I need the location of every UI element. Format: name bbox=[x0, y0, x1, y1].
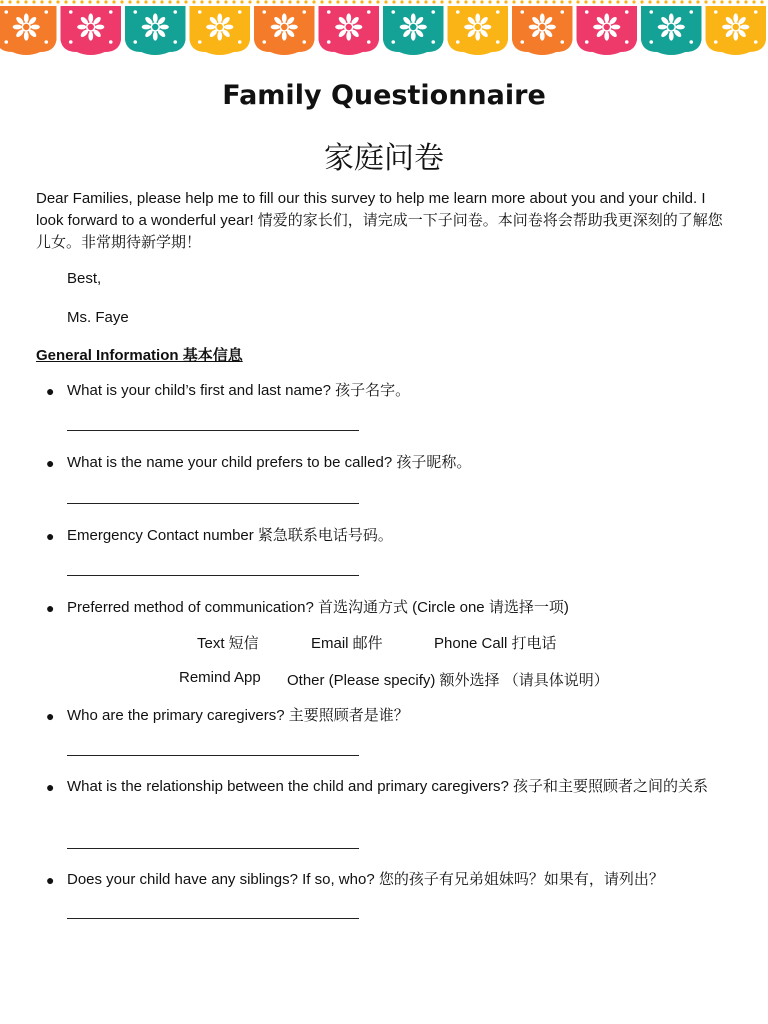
banner-dot bbox=[464, 0, 467, 3]
banner-flag bbox=[319, 6, 380, 55]
answer-line[interactable] bbox=[67, 503, 359, 504]
question-text: What is the name your child prefers to be called? 孩子昵称。 bbox=[67, 454, 472, 471]
question-text: Preferred method of communication? 首选沟通方式 (Circle one 请选择一项) bbox=[67, 599, 569, 616]
page-subtitle: 家庭问卷 bbox=[324, 141, 444, 176]
banner-dot bbox=[728, 0, 731, 3]
bullet-icon: ● bbox=[46, 528, 55, 544]
banner-dot bbox=[344, 0, 347, 3]
banner-dot bbox=[336, 0, 339, 3]
banner-dot bbox=[200, 0, 203, 3]
intro-paragraph: Dear Families, please help me to fill our this survey to help me learn more about you and your child. I look forward to a wonderful year! 情爱的家长们，请完成一下子问卷。本问卷将会帮助我更深刻的了解您儿女。非常期待新学期！ bbox=[36, 190, 723, 251]
banner-dot bbox=[664, 0, 667, 3]
banner-dot bbox=[456, 0, 459, 3]
question-item bbox=[36, 777, 736, 797]
banner-dot bbox=[168, 0, 171, 3]
banner-dot bbox=[592, 0, 595, 3]
signature-text: Ms. Faye bbox=[67, 309, 129, 326]
banner-dot bbox=[488, 0, 491, 3]
banner-dot bbox=[256, 0, 259, 3]
banner-dot bbox=[672, 0, 675, 3]
question-text: Does your child have any siblings? If so, who? 您的孩子有兄弟姐妹吗？如果有，请列出？ bbox=[67, 871, 664, 888]
banner-dot bbox=[608, 0, 611, 3]
option-email[interactable]: Email 邮件 bbox=[311, 635, 383, 652]
banner-dot bbox=[392, 0, 395, 3]
banner-dot bbox=[312, 0, 315, 3]
bullet-icon: ● bbox=[46, 872, 55, 888]
banner-string-dots bbox=[0, 0, 763, 3]
banner-flag bbox=[254, 6, 315, 55]
banner-dot bbox=[216, 0, 219, 3]
banner-dot bbox=[176, 0, 179, 3]
bullet-icon: ● bbox=[46, 779, 55, 795]
option-remind-app[interactable]: Remind App bbox=[179, 669, 261, 686]
banner-dot bbox=[144, 0, 147, 3]
question-text: What is your child’s first and last name? 孩子名字。 bbox=[67, 382, 411, 399]
banner-dot bbox=[152, 0, 155, 3]
banner-dot bbox=[376, 0, 379, 3]
banner-dot bbox=[320, 0, 323, 3]
banner-flag bbox=[512, 6, 573, 55]
banner-dot bbox=[72, 0, 75, 3]
bullet-icon: ● bbox=[46, 383, 55, 399]
question-text: What is the relationship between the child and primary caregivers? 孩子和主要照顾者之间的关系 bbox=[67, 778, 709, 795]
question-item bbox=[36, 598, 736, 618]
banner-dot bbox=[560, 0, 563, 3]
banner-dot bbox=[64, 0, 67, 3]
banner-dot bbox=[192, 0, 195, 3]
banner-dot bbox=[232, 0, 235, 3]
banner-dot bbox=[408, 0, 411, 3]
banner-dot bbox=[400, 0, 403, 3]
banner-dot bbox=[536, 0, 539, 3]
banner-dot bbox=[136, 0, 139, 3]
banner-dot bbox=[184, 0, 187, 3]
question-item bbox=[36, 453, 736, 473]
banner-flag bbox=[383, 6, 444, 55]
banner-dot bbox=[648, 0, 651, 3]
banner-flag bbox=[61, 6, 122, 55]
banner-dot bbox=[424, 0, 427, 3]
banner-dot bbox=[480, 0, 483, 3]
section-heading: General Information 基本信息 bbox=[36, 347, 243, 364]
banner-dot bbox=[112, 0, 115, 3]
banner-dot bbox=[512, 0, 515, 3]
papel-picado-banner bbox=[0, 0, 768, 62]
question-item bbox=[36, 381, 736, 401]
question-text: Emergency Contact number 紧急联系电话号码。 bbox=[67, 527, 393, 544]
closing-text: Best, bbox=[67, 270, 102, 287]
banner-dot bbox=[416, 0, 419, 3]
question-item bbox=[36, 526, 736, 546]
banner-dot bbox=[704, 0, 707, 3]
banner-dot bbox=[360, 0, 363, 3]
banner-dot bbox=[96, 0, 99, 3]
question-text: Who are the primary caregivers? 主要照顾者是谁？ bbox=[67, 707, 409, 724]
banner-dot bbox=[128, 0, 131, 3]
banner-dot bbox=[496, 0, 499, 3]
banner-dot bbox=[40, 0, 43, 3]
banner-dot bbox=[752, 0, 755, 3]
banner-dot bbox=[600, 0, 603, 3]
answer-line[interactable] bbox=[67, 918, 359, 919]
banner-dot bbox=[528, 0, 531, 3]
banner-dot bbox=[296, 0, 299, 3]
banner-dot bbox=[472, 0, 475, 3]
option-phone-call[interactable]: Phone Call 打电话 bbox=[434, 635, 557, 652]
banner-dot bbox=[304, 0, 307, 3]
banner-flag bbox=[577, 6, 638, 55]
banner-dot bbox=[240, 0, 243, 3]
banner-flag bbox=[641, 6, 702, 55]
banner-dot bbox=[280, 0, 283, 3]
banner-dot bbox=[120, 0, 123, 3]
banner-dot bbox=[224, 0, 227, 3]
bullet-icon: ● bbox=[46, 455, 55, 471]
banner-dot bbox=[744, 0, 747, 3]
banner-dot bbox=[160, 0, 163, 3]
banner-dot bbox=[640, 0, 643, 3]
banner-dot bbox=[712, 0, 715, 3]
banner-dot bbox=[16, 0, 19, 3]
answer-line[interactable] bbox=[67, 755, 359, 756]
answer-line[interactable] bbox=[67, 430, 359, 431]
banner-flag bbox=[448, 6, 509, 55]
question-item bbox=[36, 706, 736, 726]
banner-dot bbox=[56, 0, 59, 3]
answer-line[interactable] bbox=[67, 848, 359, 849]
banner-dot bbox=[568, 0, 571, 3]
answer-line[interactable] bbox=[67, 575, 359, 576]
banner-dot bbox=[248, 0, 251, 3]
banner-dot bbox=[352, 0, 355, 3]
question-item bbox=[36, 870, 736, 890]
banner-dot bbox=[576, 0, 579, 3]
bullet-icon: ● bbox=[46, 708, 55, 724]
banner-dot bbox=[656, 0, 659, 3]
banner-dot bbox=[696, 0, 699, 3]
banner-flag bbox=[706, 6, 767, 55]
banner-dot bbox=[104, 0, 107, 3]
banner-dot bbox=[88, 0, 91, 3]
banner-dot bbox=[432, 0, 435, 3]
bullet-icon: ● bbox=[46, 600, 55, 616]
option-text[interactable]: Text 短信 bbox=[197, 635, 259, 652]
page-title: Family Questionnaire bbox=[222, 80, 546, 111]
banner-dot bbox=[584, 0, 587, 3]
banner-dot bbox=[24, 0, 27, 3]
banner-flag bbox=[125, 6, 186, 55]
banner-flag bbox=[0, 6, 57, 55]
banner-dot bbox=[504, 0, 507, 3]
banner-dot bbox=[0, 0, 3, 3]
banner-dot bbox=[32, 0, 35, 3]
banner-dot bbox=[288, 0, 291, 3]
banner-dot bbox=[632, 0, 635, 3]
banner-dot bbox=[8, 0, 11, 3]
banner-dot bbox=[520, 0, 523, 3]
banner-dot bbox=[264, 0, 267, 3]
option-other[interactable]: Other (Please specify) 额外选择 （请具体说明） bbox=[287, 672, 609, 689]
banner-dot bbox=[80, 0, 83, 3]
banner-dot bbox=[448, 0, 451, 3]
banner-flags bbox=[0, 6, 768, 55]
banner-dot bbox=[616, 0, 619, 3]
banner-dot bbox=[208, 0, 211, 3]
banner-flag bbox=[190, 6, 251, 55]
banner-dot bbox=[48, 0, 51, 3]
banner-dot bbox=[688, 0, 691, 3]
banner-dot bbox=[624, 0, 627, 3]
banner-dot bbox=[440, 0, 443, 3]
banner-dot bbox=[544, 0, 547, 3]
banner-dot bbox=[720, 0, 723, 3]
banner-dot bbox=[384, 0, 387, 3]
banner-dot bbox=[552, 0, 555, 3]
banner-dot bbox=[736, 0, 739, 3]
banner-dot bbox=[680, 0, 683, 3]
banner-dot bbox=[760, 0, 763, 3]
banner-dot bbox=[272, 0, 275, 3]
banner-dot bbox=[328, 0, 331, 3]
banner-dot bbox=[368, 0, 371, 3]
